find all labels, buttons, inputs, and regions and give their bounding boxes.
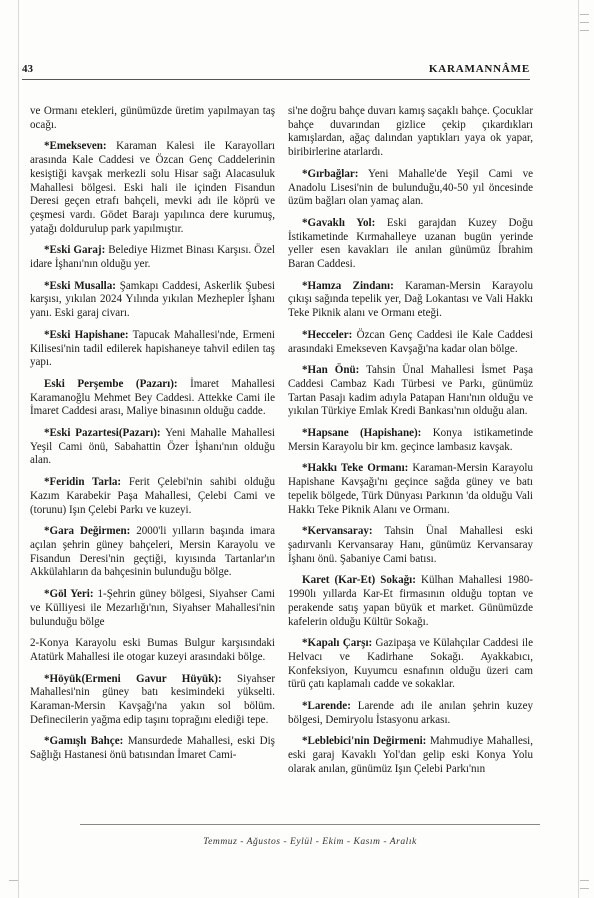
entry-text: ve Ormanı etekleri, günümüzde üretim yapılmayan taş ocağı. xyxy=(30,105,275,131)
entry-term: *Göl Yeri: xyxy=(44,588,94,601)
entry-text: Tapucak Mahallesi'nde, Ermeni Kilisesi'nin tadil edilerek hapishaneye tahvil edilen taş yapı. xyxy=(30,328,275,369)
entry-term: *Hamza Zindanı: xyxy=(302,279,394,292)
entry-text: si'ne doğru bahçe duvarı kamış saçaklı bahçe. Çocuklar bahçe duvarından gizlice çekip çıkardıkları kamışlardan, ağaç dalından yaptıkları yaya ok yapar, biribirlerine atarlardı. xyxy=(288,105,533,159)
entry-term: *Leblebici'nin Değirmeni: xyxy=(302,735,427,748)
entry-text: Yeni Mahalle Mahallesi Yeşil Cami önü, Sabahattin Özer İşhanı'nın olduğu alan. xyxy=(30,427,275,467)
glossary-entry xyxy=(30,378,275,419)
entry-text: Konya istikametinde Mersin Karayolu bir km. geçince lambasız kavşak. xyxy=(288,427,534,453)
entry-text: Özcan Genç Caddesi ile Kale Caddesi arasındaki Emekseven Kavşağı'na kadar olan bölge. xyxy=(288,328,533,355)
right-column xyxy=(288,105,533,777)
journal-title: KARAMANNÂME xyxy=(428,63,530,75)
entry-term: *Eski Musalla: xyxy=(44,279,116,292)
entry-text: Karaman-Mersin Karayolu Hapishane Kavşağı'nı geçince sağda güney ve batı tepelik bölgede, Türk Dünyası Parkının 'da olduğu Vali Hakkı Teke Piknik Alanı ve Ormanı. xyxy=(288,462,533,516)
glossary-entry xyxy=(30,476,275,517)
entry-term: *Höyük(Ermeni Gavur Hüyük): xyxy=(44,672,222,685)
page-number: 43 xyxy=(22,63,33,75)
entry-text: Belediye Hizmet Binası Karşısı. Özel idare İşhanı'nın olduğu yer. xyxy=(30,244,275,271)
entry-text: Eski garajdan Kuzey Doğu İstikametinde Kırmahalleye uzanan bugün yerinde yeller esen kavakları ile anılan günümüz İbrahim Baran Caddesi. xyxy=(288,216,533,271)
glossary-entry xyxy=(288,280,533,321)
entry-text: İmaret Mahallesi Karamanoğlu Mehmet Bey Caddesi. Attekke Cami ile İmaret Caddesi arası, Maliye binasının olduğu cadde. xyxy=(30,377,275,418)
entry-term: *Eski Hapishane: xyxy=(44,328,129,341)
entry-term: *Eski Garaj: xyxy=(44,244,106,257)
entry-text: Mansurdede Mahallesi, eski Diş Sağlığı Hastanesi önü batısından İmaret Cami- xyxy=(30,735,275,762)
entry-term: *Gara Değirmen: xyxy=(44,525,131,538)
glossary-entry xyxy=(288,574,533,629)
glossary-entry xyxy=(30,427,275,468)
glossary-entry xyxy=(30,525,275,580)
entry-term: *Hapsane (Hapishane): xyxy=(302,427,422,440)
glossary-entry xyxy=(30,637,275,664)
entry-term: *Gavaklı Yol: xyxy=(302,216,376,229)
glossary-entry xyxy=(30,329,275,370)
entry-text: Külhan Mahallesi 1980-1990lı yıllarda Kar-Et firmasının olduğu toptan ve perakende satış yapan büyük et market. Günümüzde kafelerin olduğu Kültür Sokağı. xyxy=(288,574,533,628)
glossary-entry xyxy=(30,140,275,236)
entry-text: Larende adı ile anılan şehrin kuzey bölgesi, Demiryolu İstasyonu arkası. xyxy=(288,700,533,726)
crop-mark xyxy=(580,30,589,31)
glossary-entry xyxy=(288,735,533,776)
entry-term: *Gırbağlar: xyxy=(302,167,359,180)
entry-text: Tahsin Ünal Mahallesi eski şadırvanlı Kervansaray Hanı, günümüz Kervansaray İşhanı önü. Şabaniye Cami batısı. xyxy=(288,525,533,565)
entry-term: Karet (Kar-Et) Sokağı: xyxy=(302,574,416,587)
entry-term: Eski Perşembe (Pazarı): xyxy=(44,377,178,390)
page-edge-right xyxy=(578,0,579,898)
glossary-entry xyxy=(30,735,275,762)
entry-term: *Hecceler: xyxy=(302,328,353,341)
glossary-entry xyxy=(288,427,533,454)
page-header xyxy=(22,62,530,78)
glossary-entry xyxy=(30,588,275,629)
page-edge-left xyxy=(18,0,19,898)
entry-text: Şamkapı Caddesi, Askerlik Şubesi karşısı, yıkılan 2024 Yılında yıkılan Mezhepler İşhanı yanı. Eski garaj civarı. xyxy=(30,279,276,320)
entry-term: *Kapalı Çarşı: xyxy=(302,637,373,650)
glossary-entry xyxy=(30,280,275,321)
glossary-entry xyxy=(288,637,533,692)
glossary-entry xyxy=(30,673,275,728)
entry-term: *Hakkı Teke Ormanı: xyxy=(302,462,409,475)
entry-text: Siyahser Mahallesi'nin güney batı kesimindeki yükselti. Karaman-Mersin Kavşağı'na yakın sol bölüm. Definecilerin yağma edip taşını toprağını elediği tepe. xyxy=(30,672,275,726)
footer-months: Temmuz - Ağustos - Eylül - Ekim - Kasım - Aralık xyxy=(203,836,417,847)
entry-text: 2000'li yılların başında imara açılan şehrin güney bahçeleri, Mersin Karayolu ve Fisandun Deresi'nin geçtiği, kıyısında Tartanlar'ın Akkülahların da bahçesinin bulunduğu bölge. xyxy=(30,525,275,579)
entry-term: *Eski Pazartesi(Pazarı): xyxy=(44,427,161,440)
glossary-entry xyxy=(30,244,275,271)
entry-term: *Gamışlı Bahçe: xyxy=(44,735,124,748)
entry-text: Gazipaşa ve Külahçılar Caddesi ile Helvacı ve Kadirhane Sokağı. Ayakkabıcı, Konfeksiyon, Kuyumcu esnafının olduğu üzeri cam türü çatı kaplamalı cadde ve sokaklar. xyxy=(288,637,533,691)
left-column xyxy=(30,105,275,763)
entry-text: Yeni Mahalle'de Yeşil Cami ve Anadolu Lisesi'nin de bulunduğu,40-50 yıl öncesinde üzüm bağları olan yamaç alan. xyxy=(288,167,533,208)
glossary-entry xyxy=(288,525,533,566)
glossary-entry xyxy=(288,700,533,727)
entry-term: *Feridin Tarla: xyxy=(44,476,122,489)
entry-term: *Kervansaray: xyxy=(302,525,373,538)
crop-mark xyxy=(580,14,589,15)
glossary-entry xyxy=(30,105,275,132)
header-rule xyxy=(22,79,530,80)
entry-term: *Emekseven: xyxy=(44,140,107,153)
entry-text: Karaman-Mersin Karayolu çıkışı sağında tepelik yer, Dağ Lokantası ve Vali Hakkı Teke Piknik alanı ve Ormanı eteği. xyxy=(288,279,533,320)
crop-mark xyxy=(9,880,18,881)
entry-text: 1-Şehrin güney bölgesi, Siyahser Cami ve Külliyesi ile Mezarlığı'nın, Siyahser Mahallesi'nin bulunduğu bölge xyxy=(30,588,275,628)
entry-term: *Han Önü: xyxy=(302,364,360,377)
entry-text: Tahsin Ünal Mahallesi İsmet Paşa Caddesi Cambaz Kadı Türbesi ve Parkı, günümüz Tartan Pasajı kadim adıyla Patapan Hanı'nın olduğu ve yıkılan Türkiye Emlak Kredi Bankası'nın olduğu alan. xyxy=(288,364,533,418)
entry-text: Karaman Kalesi ile Karayolları arasında Kale Caddesi ve Özcan Genç Caddelerinin kesiştiği kavşak merkezli solu Hisar sağı Alacasuluk Mahallesi bölgesi. Eski hali ile içinden Fisandun Deresi geçen etrafı bahçeli, mevki adı ile köprü ve çeşmesi vardı. Gödet Barajı yapılınca dere kurumuş, yatağı doldurulup park yapılmıştır. xyxy=(30,140,275,235)
glossary-entry xyxy=(288,364,533,419)
entry-term: *Larende: xyxy=(302,700,351,713)
crop-mark xyxy=(580,880,589,881)
glossary-entry xyxy=(288,105,533,160)
entry-text: Ferit Çelebi'nin sahibi olduğu Kazım Karabekir Paşa Mahallesi, Çelebi Cami ve (torunu) Işın Çelebi Parkı ve kuzeyi. xyxy=(30,476,275,516)
glossary-entry xyxy=(288,462,533,517)
glossary-entry xyxy=(288,217,533,272)
crop-mark xyxy=(580,888,589,889)
entry-text: Mahmudiye Mahallesi, eski garaj Kavaklı Yol'dan gelip eski Konya Yolu olarak anılan, günümüz Işın Çelebi Parkı'nın xyxy=(288,735,533,775)
glossary-entry xyxy=(288,168,533,209)
entry-text: 2-Konya Karayolu eski Bumas Bulgur karşısındaki Atatürk Mahallesi ile otogar kuzeyi arasındaki bölge. xyxy=(30,637,275,663)
footer-rule xyxy=(80,824,540,825)
crop-mark xyxy=(580,22,589,23)
glossary-entry xyxy=(288,329,533,356)
